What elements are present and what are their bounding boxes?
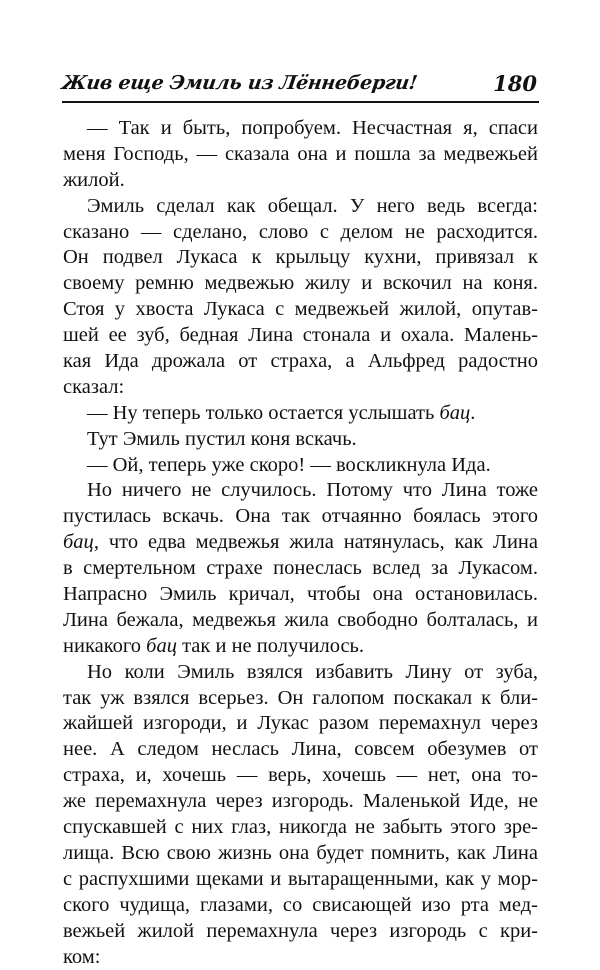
text-segment: своему ремню медвежью жилу и вскочил на коня.	[63, 272, 538, 294]
text-line	[63, 194, 538, 220]
text-line	[63, 323, 538, 349]
text-line	[63, 271, 538, 297]
text-segment: с распухшими щеками и вытаращенными, как у мор-	[63, 868, 538, 890]
text-segment: .	[470, 402, 475, 424]
text-line	[63, 789, 538, 815]
text-segment: так и не получилось.	[177, 635, 364, 657]
text-segment: , что едва медвежья жила натянулась, как Лина	[94, 531, 538, 553]
header-rule	[62, 101, 539, 103]
text-segment: лища. Всю свою жизнь она будет помнить, как Лина	[63, 842, 538, 864]
text-segment: шей ее зуб, бедная Лина стонала и охала. Малень-	[63, 324, 538, 346]
text-line	[63, 582, 538, 608]
text-line	[63, 660, 538, 686]
text-line	[63, 478, 538, 504]
text-line	[63, 841, 538, 867]
body-text	[63, 116, 538, 970]
page-number: 180	[493, 71, 537, 96]
text-segment: Но ничего не случилось. Потому что Лина тоже	[87, 479, 538, 501]
text-line	[63, 375, 538, 401]
text-line	[63, 556, 538, 582]
text-segment: Он подвел Лукаса к крыльцу кухни, привязал к	[63, 246, 538, 268]
text-line	[63, 711, 538, 737]
italic-word: бац	[63, 531, 94, 553]
text-segment: в смертельном страхе понеслась вслед за Лукасом.	[63, 557, 538, 579]
text-segment: — Так и быть, попробуем. Несчастная я, спаси	[87, 117, 538, 139]
text-line	[63, 116, 538, 142]
text-line	[63, 737, 538, 763]
text-line	[63, 142, 538, 168]
text-segment: же перемахнула через изгородь. Маленькой Иде, не	[63, 790, 538, 812]
text-line	[63, 919, 538, 945]
text-segment: ского чудища, глазами, со свисающей изо рта мед-	[63, 894, 538, 916]
text-segment: никакого	[63, 635, 146, 657]
text-segment: сказал:	[63, 376, 124, 398]
running-header	[62, 68, 539, 104]
text-segment: Эмиль сделал как обещал. У него ведь всегда:	[87, 195, 538, 217]
text-line	[63, 815, 538, 841]
text-line	[63, 945, 538, 970]
text-segment: — Ну теперь только остается услышать	[87, 402, 439, 424]
text-segment: спускавшей с них глаз, никогда не забыть этого зре-	[63, 816, 538, 838]
text-segment: жайшей изгороди, и Лукас разом перемахнул через	[63, 712, 538, 734]
text-line	[63, 168, 538, 194]
text-segment: Стоя у хвоста Лукаса с медвежьей жилой, опутав-	[63, 298, 538, 320]
text-segment: сказано — сделано, слово с делом не расходится.	[63, 221, 538, 243]
italic-word: бац	[146, 635, 177, 657]
text-line	[63, 401, 538, 427]
text-line	[63, 608, 538, 634]
text-line	[63, 504, 538, 530]
text-segment: Лина бежала, медвежья жила свободно болталась, и	[63, 609, 538, 631]
text-segment: так уж взялся всерьез. Он галопом поскакал к бли-	[63, 687, 538, 709]
text-segment: Напрасно Эмиль кричал, чтобы она остановилась.	[63, 583, 538, 605]
text-segment: жилой.	[63, 169, 125, 191]
running-title: Жив еще Эмиль из Лённеберги!	[60, 72, 418, 94]
text-segment: вежьей жилой перемахнула через изгородь с кри-	[63, 920, 538, 942]
text-line	[63, 427, 538, 453]
text-line	[63, 245, 538, 271]
text-line	[63, 867, 538, 893]
text-line	[63, 686, 538, 712]
text-line	[63, 893, 538, 919]
text-line	[63, 634, 538, 660]
text-segment: Тут Эмиль пустил коня вскачь.	[87, 428, 357, 450]
text-segment: меня Господь, — сказала она и пошла за медвежьей	[63, 143, 538, 165]
italic-word: бац	[439, 402, 470, 424]
text-line	[63, 453, 538, 479]
text-segment: пустилась вскачь. Она так отчаянно боялась этого	[63, 505, 538, 527]
text-segment: страха, и, хочешь — верь, хочешь — нет, она то-	[63, 764, 538, 786]
text-segment: кая Ида дрожала от страха, а Альфред радостно	[63, 350, 538, 372]
text-segment: нее. А следом неслась Лина, совсем обезумев от	[63, 738, 538, 760]
text-segment: ком:	[63, 946, 100, 968]
text-line	[63, 220, 538, 246]
text-line	[63, 297, 538, 323]
text-segment: — Ой, теперь уже скоро! — воскликнула Ида.	[87, 454, 491, 476]
text-line	[63, 763, 538, 789]
text-line	[63, 530, 538, 556]
text-line	[63, 349, 538, 375]
text-segment: Но коли Эмиль взялся избавить Лину от зуба,	[87, 661, 538, 683]
